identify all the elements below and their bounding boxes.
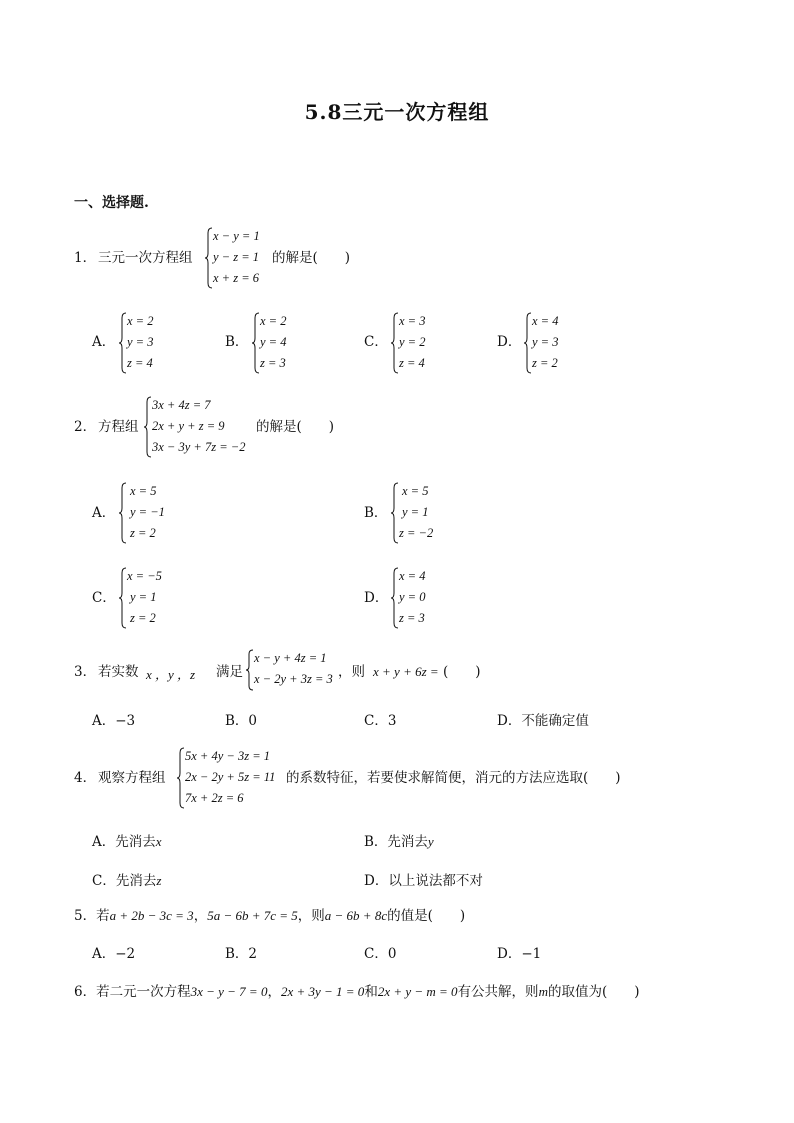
q1-c-eq-1: x = 3 (399, 314, 426, 328)
q5-a-text: −2 (115, 946, 136, 962)
q5-option-d (497, 946, 541, 962)
q1-c-eq-2: y = 2 (399, 335, 426, 349)
q4-tail: 的系数特征，若要使求解简便，消元的方法应选取( ) (286, 770, 621, 786)
q4-stem: 观察方程组 (98, 770, 166, 786)
q4-c-label: C． (92, 873, 116, 889)
q2-eq-2: 2x + y + z = 9 (152, 419, 225, 433)
q2-c-eq-1: x = −5 (127, 569, 162, 583)
q3-stem-mid: 满足 (216, 664, 243, 680)
q3-eq-1: x − y + 4z = 1 (254, 651, 327, 665)
q1-a-eq-3: z = 4 (127, 356, 153, 370)
q6-mid: 有公共解，则 (457, 984, 539, 1000)
q5-d-text: −1 (521, 946, 542, 962)
q3-b-text: 0 (248, 713, 258, 729)
q6-sep: ， (267, 984, 281, 1000)
q6-var: m (538, 984, 548, 999)
q3-d-label: D． (497, 713, 522, 729)
page-title: 5.8三元一次方程组 (304, 100, 490, 124)
q5-option-b (225, 946, 257, 962)
q5-c-label: C． (364, 946, 388, 962)
q2-option-b-label: B． (364, 505, 388, 521)
q3-c-text: 3 (387, 713, 397, 729)
q4-eq-1: 5x + 4y − 3z = 1 (185, 749, 271, 763)
q4-d-text: 以上说法都不对 (388, 873, 483, 889)
q3-option-b (225, 713, 257, 729)
q1-b-eq-3: z = 3 (260, 356, 286, 370)
brace-icon (390, 312, 399, 374)
q3-option-c (364, 713, 396, 729)
q4-b-text: 先消去 (387, 834, 428, 850)
q4-b-var: y (427, 834, 434, 849)
q1-b-eq-2: y = 4 (260, 335, 287, 349)
q4-b-label: B． (364, 834, 388, 850)
q5-d-label: D． (497, 946, 522, 962)
q3-c-label: C． (364, 713, 388, 729)
q5-a-label: A． (92, 946, 116, 962)
q3-a-label: A． (92, 713, 116, 729)
q1-tail: 的解是( ) (272, 250, 351, 266)
q2-d-eq-2: y = 0 (399, 590, 426, 604)
q1-a-eq-1: x = 2 (127, 314, 154, 328)
q5-eq-1: a + 2b − 3c = 3 (109, 908, 194, 923)
brace-icon (523, 312, 532, 374)
q1-eq-2: y − z = 1 (213, 250, 260, 264)
q1-option-d-label: D． (497, 334, 522, 350)
q3-vars: x ，y ，z (146, 667, 196, 682)
q6-stem-pre: 若二元一次方程 (96, 984, 191, 1000)
q4-c-text: 先消去 (115, 873, 157, 889)
q2-b-eq-2: y = 1 (402, 505, 429, 519)
q2-d-eq-1: x = 4 (399, 569, 426, 583)
q1-d-eq-2: y = 3 (532, 335, 559, 349)
q3-d-text: 不能确定值 (521, 713, 589, 729)
q5-sep: ， (193, 908, 208, 924)
q6-number: 6． (74, 984, 97, 1000)
q6-eq-3: 2x + y − m = 0 (377, 984, 458, 999)
q4-eq-2: 2x − 2y + 5z = 11 (185, 770, 276, 784)
q4-option-c (92, 873, 161, 889)
q5-mid: ，则 (297, 908, 325, 924)
brace-icon (118, 567, 127, 629)
q6-line (74, 984, 640, 1000)
q2-eq-1: 3x + 4z = 7 (152, 398, 211, 412)
q5-line (74, 908, 465, 924)
q5-stem-pre: 若 (96, 908, 110, 924)
q3-option-a (92, 713, 135, 729)
q1-eq-3: x + z = 6 (213, 271, 260, 285)
q3-eq-2: x − 2y + 3z = 3 (254, 672, 333, 686)
q1-d-eq-3: z = 2 (532, 356, 558, 370)
q2-option-a-label: A． (92, 505, 116, 521)
q1-d-eq-1: x = 4 (532, 314, 559, 328)
q2-c-eq-3: z = 2 (130, 611, 156, 625)
q5-option-a (92, 946, 135, 962)
q6-eq-1: 3x − y − 7 = 0 (190, 984, 268, 999)
q6-tail: 的取值为( ) (547, 984, 640, 1000)
q2-a-eq-1: x = 5 (130, 484, 157, 498)
q2-a-eq-3: z = 2 (130, 526, 156, 540)
q2-c-eq-2: y = 1 (130, 590, 157, 604)
q2-a-eq-2: y = −1 (130, 505, 165, 519)
q3-stem-pre: 若实数 (98, 664, 139, 680)
brace-icon (176, 747, 185, 809)
q1-b-eq-1: x = 2 (260, 314, 287, 328)
q4-a-label: A． (92, 834, 116, 850)
q5-b-text: 2 (248, 946, 258, 962)
q2-tail: 的解是( ) (256, 419, 335, 435)
q3-stem-post: ，则 (338, 664, 365, 680)
q2-option-d-label: D． (364, 590, 389, 606)
q3-expr: x + y + 6z = (373, 664, 439, 679)
q4-c-var: z (156, 873, 162, 888)
q5-option-c (364, 946, 396, 962)
q2-eq-3: 3x − 3y + 7z = −2 (152, 440, 246, 454)
q2-stem: 方程组 (98, 419, 139, 435)
q1-number: 1． (74, 250, 97, 266)
q3-b-label: B． (225, 713, 249, 729)
q4-number: 4． (74, 770, 97, 786)
brace-icon (204, 227, 213, 289)
q4-a-text: 先消去 (115, 834, 156, 850)
q1-eq-1: x − y = 1 (213, 229, 260, 243)
q4-option-b (364, 834, 434, 850)
brace-icon (390, 567, 399, 629)
q5-tail: 的值是( ) (387, 908, 466, 924)
q4-option-a (92, 834, 162, 850)
brace-icon (245, 649, 254, 691)
brace-icon (390, 482, 399, 544)
q1-option-b-label: B． (225, 334, 249, 350)
brace-icon (143, 396, 152, 458)
q4-a-var: x (155, 834, 162, 849)
q3-a-text: −3 (115, 713, 136, 729)
brace-icon (118, 312, 127, 374)
section-heading: 一、选择题. (74, 195, 149, 211)
q6-eq-2: 2x + 3y − 1 = 0 (280, 984, 365, 999)
q1-a-eq-2: y = 3 (127, 335, 154, 349)
q1-option-c-label: C． (364, 334, 388, 350)
q4-option-d (364, 873, 483, 889)
brace-icon (118, 482, 127, 544)
brace-icon (251, 312, 260, 374)
q5-b-label: B． (225, 946, 249, 962)
q2-b-eq-1: x = 5 (402, 484, 429, 498)
q5-number: 5． (74, 908, 97, 924)
q3-number: 3． (74, 664, 97, 680)
q2-option-c-label: C． (92, 590, 116, 606)
q3-option-d (497, 713, 589, 729)
q6-and: 和 (364, 984, 378, 1000)
q1-c-eq-3: z = 4 (399, 356, 425, 370)
q5-eq-2: 5a − 6b + 7c = 5 (207, 908, 298, 923)
q2-d-eq-3: z = 3 (399, 611, 425, 625)
q1-option-a-label: A． (92, 334, 116, 350)
q4-d-label: D． (364, 873, 389, 889)
q1-stem: 三元一次方程组 (98, 250, 193, 266)
q5-c-text: 0 (387, 946, 397, 962)
q5-expr: a − 6b + 8c (324, 908, 388, 923)
q2-number: 2． (74, 419, 97, 435)
q4-eq-3: 7x + 2z = 6 (185, 791, 244, 805)
q2-b-eq-3: z = −2 (399, 526, 434, 540)
q3-tail: ( ) (443, 664, 481, 680)
